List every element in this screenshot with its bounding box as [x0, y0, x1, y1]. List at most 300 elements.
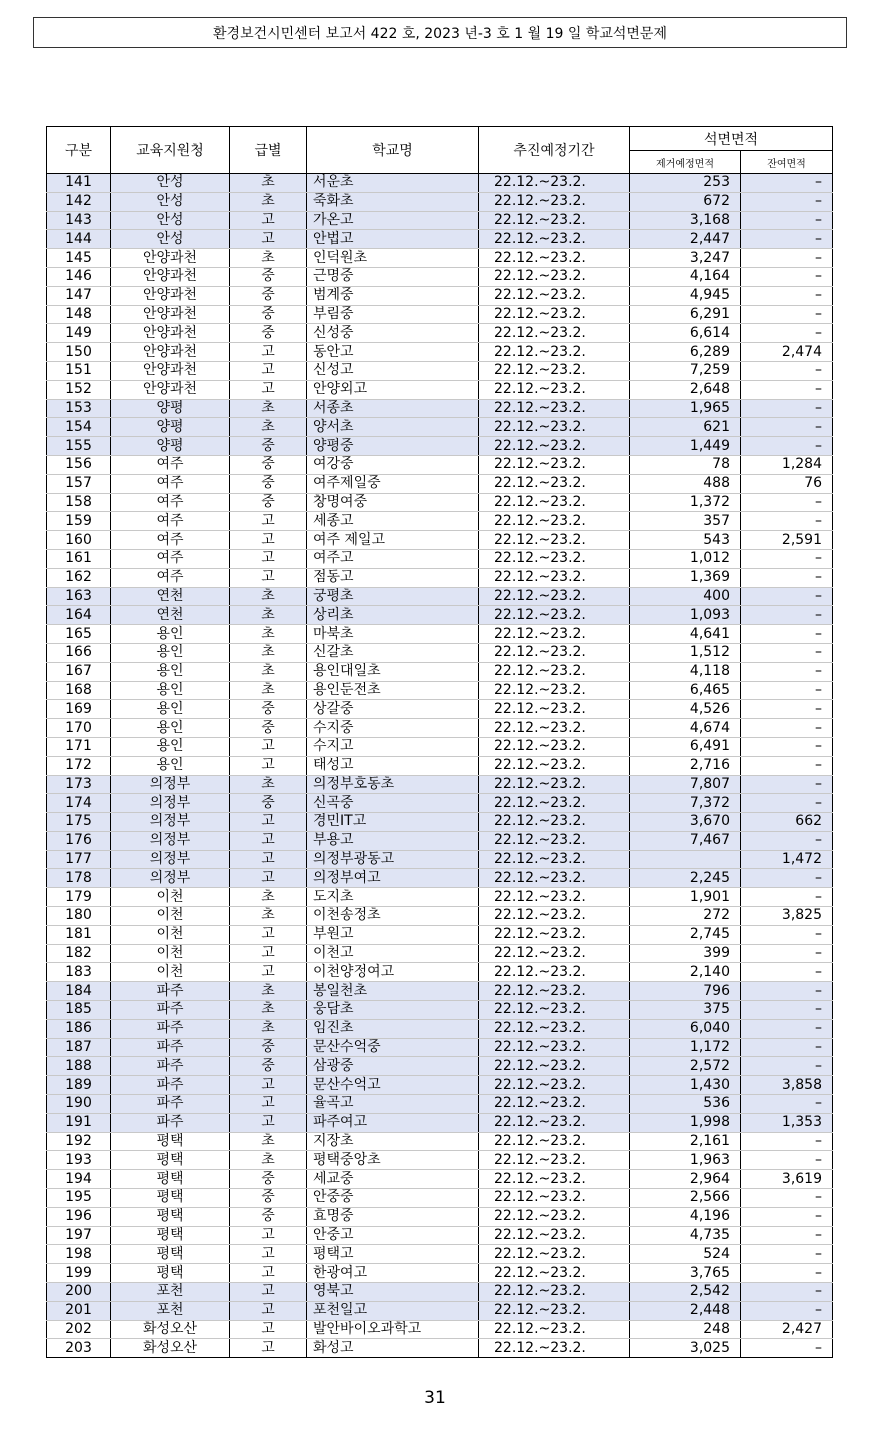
- cell-school: 부림중: [307, 305, 479, 324]
- cell-no: 146: [47, 267, 111, 286]
- cell-office: 이천: [111, 944, 230, 963]
- cell-no: 181: [47, 925, 111, 944]
- cell-removal: 7,807: [630, 775, 741, 794]
- cell-period: 22.12.~23.2.: [479, 418, 630, 437]
- cell-school: 여주제일중: [307, 474, 479, 493]
- cell-removal: 1,012: [630, 549, 741, 568]
- cell-period: 22.12.~23.2.: [479, 474, 630, 493]
- cell-removal: 4,526: [630, 700, 741, 719]
- cell-removal: 543: [630, 531, 741, 550]
- cell-no: 167: [47, 662, 111, 681]
- table-row: [47, 963, 833, 982]
- table-row: [47, 756, 833, 775]
- cell-period: 22.12.~23.2.: [479, 850, 630, 869]
- cell-office: 안양과천: [111, 343, 230, 362]
- cell-removal: 6,040: [630, 1019, 741, 1038]
- cell-no: 162: [47, 568, 111, 587]
- cell-level: 중: [230, 700, 307, 719]
- cell-period: 22.12.~23.2.: [479, 249, 630, 268]
- cell-level: 초: [230, 1001, 307, 1020]
- cell-level: 초: [230, 643, 307, 662]
- cell-office: 파주: [111, 1038, 230, 1057]
- cell-office: 파주: [111, 1019, 230, 1038]
- cell-school: 가온고: [307, 211, 479, 230]
- cell-remaining: –: [741, 1038, 833, 1057]
- table-row: [47, 531, 833, 550]
- cell-office: 여주: [111, 512, 230, 531]
- cell-no: 184: [47, 982, 111, 1001]
- cell-period: 22.12.~23.2.: [479, 380, 630, 399]
- table-row: [47, 587, 833, 606]
- cell-no: 175: [47, 813, 111, 832]
- table-row: [47, 249, 833, 268]
- report-header-title: 환경보건시민센터 보고서 422 호, 2023 년-3 호 1 월 19 일 학교석면문제: [213, 25, 667, 42]
- cell-period: 22.12.~23.2.: [479, 399, 630, 418]
- cell-no: 141: [47, 174, 111, 193]
- table-row: [47, 512, 833, 531]
- cell-level: 고: [230, 1301, 307, 1320]
- cell-remaining: –: [741, 493, 833, 512]
- cell-period: 22.12.~23.2.: [479, 643, 630, 662]
- cell-school: 상갈중: [307, 700, 479, 719]
- cell-level: 중: [230, 305, 307, 324]
- cell-no: 191: [47, 1113, 111, 1132]
- cell-school: 이천송정초: [307, 907, 479, 926]
- cell-school: 근명중: [307, 267, 479, 286]
- cell-level: 고: [230, 211, 307, 230]
- cell-school: 죽화초: [307, 192, 479, 211]
- cell-no: 195: [47, 1189, 111, 1208]
- cell-school: 신갈초: [307, 643, 479, 662]
- cell-removal: 4,164: [630, 267, 741, 286]
- cell-removal: 2,566: [630, 1189, 741, 1208]
- cell-office: 용인: [111, 737, 230, 756]
- col-header-area: 석면면적: [630, 127, 833, 151]
- cell-removal: 375: [630, 1001, 741, 1020]
- cell-office: 여주: [111, 531, 230, 550]
- table-row: [47, 324, 833, 343]
- table-row: [47, 982, 833, 1001]
- table-row: [47, 1301, 833, 1320]
- table-row: [47, 1320, 833, 1339]
- cell-level: 고: [230, 831, 307, 850]
- table-row: [47, 286, 833, 305]
- cell-period: 22.12.~23.2.: [479, 286, 630, 305]
- cell-school: 문산수억고: [307, 1076, 479, 1095]
- cell-removal: 6,465: [630, 681, 741, 700]
- table-row: [47, 549, 833, 568]
- table-row: [47, 361, 833, 380]
- cell-level: 고: [230, 1283, 307, 1302]
- cell-school: 이천고: [307, 944, 479, 963]
- cell-level: 고: [230, 380, 307, 399]
- table-row: [47, 1095, 833, 1114]
- cell-office: 화성오산: [111, 1320, 230, 1339]
- cell-period: 22.12.~23.2.: [479, 794, 630, 813]
- cell-no: 203: [47, 1339, 111, 1358]
- cell-period: 22.12.~23.2.: [479, 775, 630, 794]
- cell-level: 고: [230, 1264, 307, 1283]
- cell-no: 193: [47, 1151, 111, 1170]
- cell-remaining: –: [741, 399, 833, 418]
- cell-period: 22.12.~23.2.: [479, 1207, 630, 1226]
- cell-no: 164: [47, 606, 111, 625]
- cell-removal: 2,572: [630, 1057, 741, 1076]
- cell-level: 고: [230, 850, 307, 869]
- cell-office: 의정부: [111, 831, 230, 850]
- cell-remaining: –: [741, 719, 833, 738]
- cell-period: 22.12.~23.2.: [479, 437, 630, 456]
- cell-school: 양평중: [307, 437, 479, 456]
- cell-level: 중: [230, 1057, 307, 1076]
- cell-level: 고: [230, 343, 307, 362]
- cell-school: 안법고: [307, 230, 479, 249]
- cell-office: 파주: [111, 1001, 230, 1020]
- cell-removal: 1,901: [630, 888, 741, 907]
- cell-remaining: –: [741, 869, 833, 888]
- cell-level: 초: [230, 606, 307, 625]
- cell-office: 의정부: [111, 813, 230, 832]
- cell-office: 양평: [111, 399, 230, 418]
- cell-period: 22.12.~23.2.: [479, 568, 630, 587]
- cell-remaining: –: [741, 1245, 833, 1264]
- cell-removal: 4,641: [630, 625, 741, 644]
- cell-no: 144: [47, 230, 111, 249]
- cell-remaining: –: [741, 1151, 833, 1170]
- col-header-office: 교육지원청: [111, 127, 230, 174]
- table-row: [47, 267, 833, 286]
- table-row: [47, 474, 833, 493]
- cell-level: 고: [230, 361, 307, 380]
- cell-level: 고: [230, 531, 307, 550]
- cell-period: 22.12.~23.2.: [479, 493, 630, 512]
- cell-level: 중: [230, 794, 307, 813]
- cell-no: 179: [47, 888, 111, 907]
- cell-office: 안양과천: [111, 324, 230, 343]
- cell-period: 22.12.~23.2.: [479, 211, 630, 230]
- cell-removal: 1,449: [630, 437, 741, 456]
- cell-school: 경민IT고: [307, 813, 479, 832]
- cell-remaining: –: [741, 606, 833, 625]
- cell-no: 143: [47, 211, 111, 230]
- cell-remaining: –: [741, 587, 833, 606]
- cell-school: 서운초: [307, 174, 479, 193]
- cell-remaining: 3,619: [741, 1170, 833, 1189]
- cell-removal: 357: [630, 512, 741, 531]
- cell-level: 초: [230, 192, 307, 211]
- page-number: 31: [424, 1388, 446, 1408]
- cell-no: 148: [47, 305, 111, 324]
- cell-removal: 3,247: [630, 249, 741, 268]
- cell-remaining: –: [741, 286, 833, 305]
- cell-office: 용인: [111, 700, 230, 719]
- cell-level: 초: [230, 775, 307, 794]
- col-header-removal: 제거예정면적: [630, 151, 741, 174]
- cell-office: 평택: [111, 1189, 230, 1208]
- cell-removal: 1,369: [630, 568, 741, 587]
- cell-no: 174: [47, 794, 111, 813]
- table-row: [47, 662, 833, 681]
- cell-removal: 796: [630, 982, 741, 1001]
- cell-period: 22.12.~23.2.: [479, 907, 630, 926]
- cell-level: 고: [230, 813, 307, 832]
- cell-period: 22.12.~23.2.: [479, 625, 630, 644]
- cell-office: 이천: [111, 907, 230, 926]
- cell-no: 154: [47, 418, 111, 437]
- cell-removal: 6,614: [630, 324, 741, 343]
- cell-no: 173: [47, 775, 111, 794]
- cell-remaining: –: [741, 963, 833, 982]
- table-row: [47, 568, 833, 587]
- cell-removal: 1,512: [630, 643, 741, 662]
- cell-level: 초: [230, 888, 307, 907]
- cell-remaining: –: [741, 1095, 833, 1114]
- cell-remaining: –: [741, 174, 833, 193]
- cell-no: 199: [47, 1264, 111, 1283]
- cell-school: 화성고: [307, 1339, 479, 1358]
- cell-no: 183: [47, 963, 111, 982]
- cell-remaining: –: [741, 305, 833, 324]
- cell-period: 22.12.~23.2.: [479, 1113, 630, 1132]
- cell-period: 22.12.~23.2.: [479, 606, 630, 625]
- cell-period: 22.12.~23.2.: [479, 305, 630, 324]
- cell-school: 양서초: [307, 418, 479, 437]
- cell-level: 초: [230, 399, 307, 418]
- cell-no: 201: [47, 1301, 111, 1320]
- cell-removal: 4,735: [630, 1226, 741, 1245]
- cell-office: 양평: [111, 418, 230, 437]
- table-row: [47, 192, 833, 211]
- cell-school: 안양외고: [307, 380, 479, 399]
- cell-remaining: –: [741, 549, 833, 568]
- cell-no: 189: [47, 1076, 111, 1095]
- cell-office: 안양과천: [111, 361, 230, 380]
- table-row: [47, 888, 833, 907]
- cell-removal: 1,093: [630, 606, 741, 625]
- cell-level: 초: [230, 681, 307, 700]
- cell-office: 파주: [111, 1057, 230, 1076]
- cell-level: 고: [230, 756, 307, 775]
- cell-removal: 2,161: [630, 1132, 741, 1151]
- cell-period: 22.12.~23.2.: [479, 700, 630, 719]
- cell-remaining: –: [741, 267, 833, 286]
- cell-remaining: –: [741, 361, 833, 380]
- cell-no: 142: [47, 192, 111, 211]
- cell-removal: 2,448: [630, 1301, 741, 1320]
- cell-office: 연천: [111, 606, 230, 625]
- cell-office: 평택: [111, 1245, 230, 1264]
- cell-school: 발안바이오과학고: [307, 1320, 479, 1339]
- cell-school: 부용고: [307, 831, 479, 850]
- cell-no: 187: [47, 1038, 111, 1057]
- cell-remaining: –: [741, 681, 833, 700]
- cell-period: 22.12.~23.2.: [479, 1283, 630, 1302]
- cell-removal: 2,245: [630, 869, 741, 888]
- cell-school: 문산수억중: [307, 1038, 479, 1057]
- cell-remaining: –: [741, 230, 833, 249]
- cell-no: 150: [47, 343, 111, 362]
- cell-level: 초: [230, 1132, 307, 1151]
- cell-level: 중: [230, 1038, 307, 1057]
- cell-remaining: 76: [741, 474, 833, 493]
- table-row: [47, 831, 833, 850]
- cell-office: 의정부: [111, 869, 230, 888]
- cell-no: 197: [47, 1226, 111, 1245]
- cell-school: 의정부광동고: [307, 850, 479, 869]
- cell-period: 22.12.~23.2.: [479, 1132, 630, 1151]
- cell-period: 22.12.~23.2.: [479, 1189, 630, 1208]
- cell-period: 22.12.~23.2.: [479, 963, 630, 982]
- cell-no: 169: [47, 700, 111, 719]
- cell-level: 고: [230, 869, 307, 888]
- cell-school: 안중중: [307, 1189, 479, 1208]
- cell-remaining: 662: [741, 813, 833, 832]
- cell-period: 22.12.~23.2.: [479, 230, 630, 249]
- cell-removal: 2,542: [630, 1283, 741, 1302]
- col-header-period: 추진예정기간: [479, 127, 630, 174]
- cell-no: 180: [47, 907, 111, 926]
- cell-office: 파주: [111, 982, 230, 1001]
- cell-remaining: –: [741, 380, 833, 399]
- cell-office: 여주: [111, 568, 230, 587]
- cell-remaining: –: [741, 794, 833, 813]
- cell-no: 156: [47, 455, 111, 474]
- table-row: [47, 625, 833, 644]
- cell-no: 158: [47, 493, 111, 512]
- cell-level: 중: [230, 493, 307, 512]
- cell-office: 안양과천: [111, 380, 230, 399]
- table-row: [47, 944, 833, 963]
- cell-school: 신성고: [307, 361, 479, 380]
- cell-period: 22.12.~23.2.: [479, 1245, 630, 1264]
- cell-level: 초: [230, 418, 307, 437]
- cell-remaining: –: [741, 1283, 833, 1302]
- cell-removal: 7,372: [630, 794, 741, 813]
- cell-no: 149: [47, 324, 111, 343]
- cell-school: 여강중: [307, 455, 479, 474]
- cell-level: 고: [230, 549, 307, 568]
- cell-removal: 78: [630, 455, 741, 474]
- cell-school: 궁평초: [307, 587, 479, 606]
- cell-remaining: –: [741, 775, 833, 794]
- cell-remaining: –: [741, 437, 833, 456]
- cell-removal: 4,118: [630, 662, 741, 681]
- table-row: [47, 1226, 833, 1245]
- table-row: [47, 700, 833, 719]
- table-row: [47, 418, 833, 437]
- cell-school: 마북초: [307, 625, 479, 644]
- cell-removal: 400: [630, 587, 741, 606]
- table-row: [47, 606, 833, 625]
- asbestos-school-table: [46, 126, 833, 1358]
- table-row: [47, 437, 833, 456]
- table-row: [47, 1038, 833, 1057]
- cell-removal: 3,025: [630, 1339, 741, 1358]
- cell-period: 22.12.~23.2.: [479, 512, 630, 531]
- cell-removal: 2,447: [630, 230, 741, 249]
- cell-period: 22.12.~23.2.: [479, 531, 630, 550]
- cell-period: 22.12.~23.2.: [479, 813, 630, 832]
- cell-remaining: –: [741, 192, 833, 211]
- cell-remaining: –: [741, 1226, 833, 1245]
- cell-school: 신곡중: [307, 794, 479, 813]
- cell-school: 용인대일초: [307, 662, 479, 681]
- cell-removal: 1,998: [630, 1113, 741, 1132]
- table-body: [47, 174, 833, 1358]
- cell-removal: 6,491: [630, 737, 741, 756]
- cell-school: 웅담초: [307, 1001, 479, 1020]
- table-row: [47, 1264, 833, 1283]
- cell-removal: 2,745: [630, 925, 741, 944]
- cell-level: 초: [230, 587, 307, 606]
- cell-school: 창명여중: [307, 493, 479, 512]
- cell-removal: 488: [630, 474, 741, 493]
- table-row: [47, 1207, 833, 1226]
- cell-remaining: –: [741, 662, 833, 681]
- cell-period: 22.12.~23.2.: [479, 1076, 630, 1095]
- cell-school: 인덕원초: [307, 249, 479, 268]
- cell-remaining: 1,284: [741, 455, 833, 474]
- cell-level: 고: [230, 1226, 307, 1245]
- table-row: [47, 643, 833, 662]
- cell-level: 고: [230, 1076, 307, 1095]
- cell-office: 평택: [111, 1132, 230, 1151]
- cell-no: 190: [47, 1095, 111, 1114]
- cell-level: 초: [230, 662, 307, 681]
- cell-removal: 6,291: [630, 305, 741, 324]
- table-row: [47, 775, 833, 794]
- cell-remaining: –: [741, 1264, 833, 1283]
- cell-remaining: –: [741, 324, 833, 343]
- cell-level: 초: [230, 249, 307, 268]
- cell-no: 186: [47, 1019, 111, 1038]
- cell-remaining: –: [741, 211, 833, 230]
- cell-no: 165: [47, 625, 111, 644]
- cell-school: 한광여고: [307, 1264, 479, 1283]
- cell-remaining: –: [741, 1339, 833, 1358]
- table-row: [47, 174, 833, 193]
- cell-level: 중: [230, 1170, 307, 1189]
- cell-removal: 3,168: [630, 211, 741, 230]
- cell-no: 196: [47, 1207, 111, 1226]
- cell-office: 용인: [111, 681, 230, 700]
- cell-school: 점동고: [307, 568, 479, 587]
- cell-period: 22.12.~23.2.: [479, 831, 630, 850]
- cell-remaining: –: [741, 1189, 833, 1208]
- cell-removal: 272: [630, 907, 741, 926]
- cell-level: 중: [230, 719, 307, 738]
- cell-office: 여주: [111, 549, 230, 568]
- table-row: [47, 230, 833, 249]
- cell-office: 의정부: [111, 794, 230, 813]
- cell-office: 안성: [111, 211, 230, 230]
- cell-school: 용인둔전초: [307, 681, 479, 700]
- cell-office: 이천: [111, 925, 230, 944]
- cell-office: 용인: [111, 719, 230, 738]
- cell-removal: 1,372: [630, 493, 741, 512]
- cell-no: 177: [47, 850, 111, 869]
- table-row: [47, 1151, 833, 1170]
- cell-period: 22.12.~23.2.: [479, 681, 630, 700]
- cell-removal: 4,945: [630, 286, 741, 305]
- cell-office: 안성: [111, 230, 230, 249]
- cell-level: 고: [230, 944, 307, 963]
- cell-level: 중: [230, 474, 307, 493]
- cell-period: 22.12.~23.2.: [479, 324, 630, 343]
- cell-period: 22.12.~23.2.: [479, 192, 630, 211]
- cell-no: 161: [47, 549, 111, 568]
- cell-period: 22.12.~23.2.: [479, 982, 630, 1001]
